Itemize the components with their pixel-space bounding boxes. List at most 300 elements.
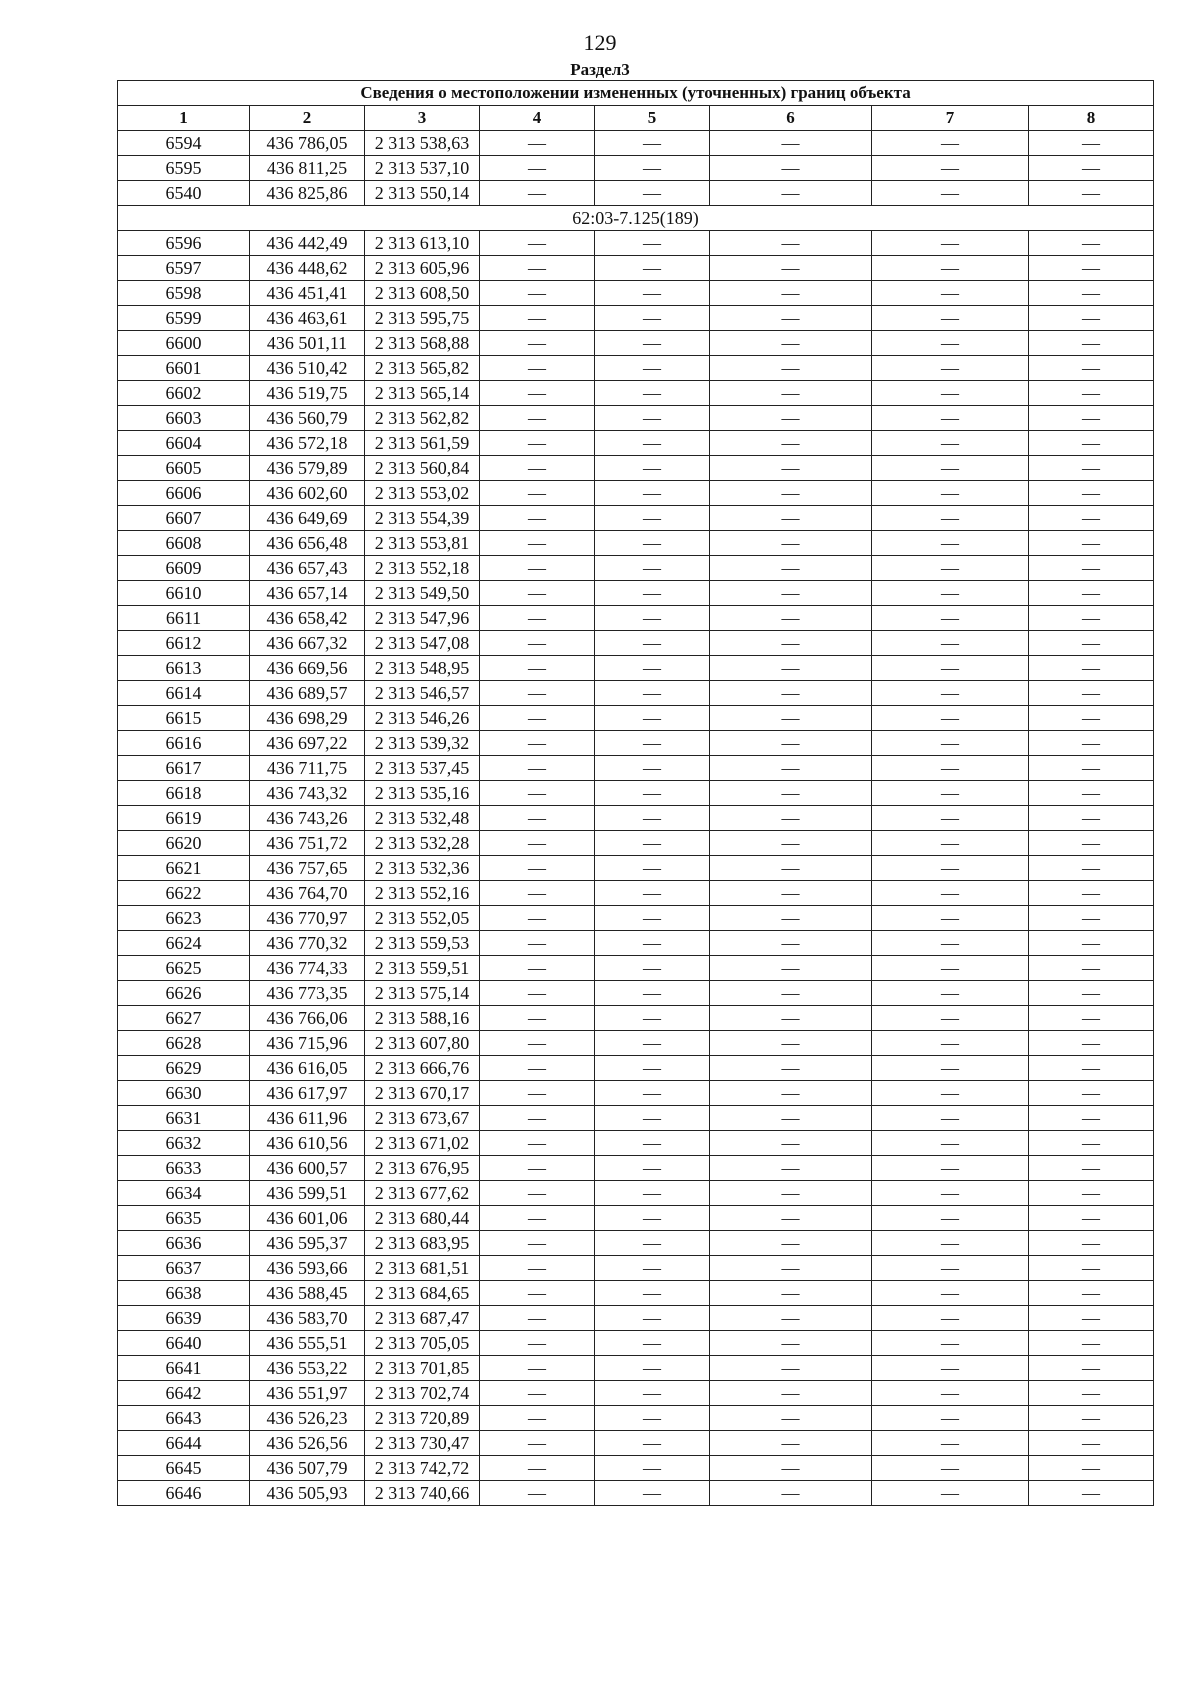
point-number-cell: 6614 [118, 681, 250, 706]
empty-value-dash: — [1029, 981, 1154, 1006]
y-coordinate-cell: 2 313 613,10 [365, 231, 480, 256]
x-coordinate-cell: 436 451,41 [250, 281, 365, 306]
x-coordinate-cell: 436 657,43 [250, 556, 365, 581]
empty-value-dash: — [480, 856, 595, 881]
x-coordinate-cell: 436 751,72 [250, 831, 365, 856]
x-coordinate-cell: 436 501,11 [250, 331, 365, 356]
point-number-cell: 6628 [118, 1031, 250, 1056]
empty-value-dash: — [595, 1056, 710, 1081]
empty-value-dash: — [595, 931, 710, 956]
y-coordinate-cell: 2 313 548,95 [365, 656, 480, 681]
x-coordinate-cell: 436 669,56 [250, 656, 365, 681]
empty-value-dash: — [1029, 1256, 1154, 1281]
empty-value-dash: — [595, 731, 710, 756]
column-header: 8 [1029, 106, 1154, 131]
empty-value-dash: — [1029, 581, 1154, 606]
empty-value-dash: — [872, 131, 1029, 156]
empty-value-dash: — [480, 581, 595, 606]
table-row [118, 831, 1154, 856]
empty-value-dash: — [710, 231, 872, 256]
empty-value-dash: — [1029, 1006, 1154, 1031]
empty-value-dash: — [1029, 131, 1154, 156]
empty-value-dash: — [872, 606, 1029, 631]
empty-value-dash: — [595, 256, 710, 281]
x-coordinate-cell: 436 689,57 [250, 681, 365, 706]
empty-value-dash: — [595, 1006, 710, 1031]
y-coordinate-cell: 2 313 681,51 [365, 1256, 480, 1281]
point-number-cell: 6611 [118, 606, 250, 631]
empty-value-dash: — [480, 1281, 595, 1306]
empty-value-dash: — [595, 906, 710, 931]
y-coordinate-cell: 2 313 561,59 [365, 431, 480, 456]
empty-value-dash: — [872, 1206, 1029, 1231]
y-coordinate-cell: 2 313 547,08 [365, 631, 480, 656]
point-number-cell: 6596 [118, 231, 250, 256]
empty-value-dash: — [872, 256, 1029, 281]
table-row [118, 606, 1154, 631]
empty-value-dash: — [872, 1306, 1029, 1331]
point-number-cell: 6639 [118, 1306, 250, 1331]
table-row [118, 1131, 1154, 1156]
table-row [118, 131, 1154, 156]
y-coordinate-cell: 2 313 607,80 [365, 1031, 480, 1056]
empty-value-dash: — [595, 981, 710, 1006]
empty-value-dash: — [480, 231, 595, 256]
table-row [118, 981, 1154, 1006]
x-coordinate-cell: 436 593,66 [250, 1256, 365, 1281]
empty-value-dash: — [1029, 506, 1154, 531]
point-number-cell: 6629 [118, 1056, 250, 1081]
y-coordinate-cell: 2 313 552,05 [365, 906, 480, 931]
y-coordinate-cell: 2 313 684,65 [365, 1281, 480, 1306]
empty-value-dash: — [872, 931, 1029, 956]
empty-value-dash: — [872, 1056, 1029, 1081]
empty-value-dash: — [480, 256, 595, 281]
y-coordinate-cell: 2 313 565,14 [365, 381, 480, 406]
empty-value-dash: — [872, 1081, 1029, 1106]
empty-value-dash: — [872, 406, 1029, 431]
x-coordinate-cell: 436 588,45 [250, 1281, 365, 1306]
empty-value-dash: — [480, 806, 595, 831]
empty-value-dash: — [1029, 556, 1154, 581]
empty-value-dash: — [480, 1056, 595, 1081]
x-coordinate-cell: 436 579,89 [250, 456, 365, 481]
empty-value-dash: — [872, 156, 1029, 181]
x-coordinate-cell: 436 526,23 [250, 1406, 365, 1431]
point-number-cell: 6615 [118, 706, 250, 731]
empty-value-dash: — [872, 631, 1029, 656]
empty-value-dash: — [1029, 531, 1154, 556]
empty-value-dash: — [595, 1406, 710, 1431]
point-number-cell: 6609 [118, 556, 250, 581]
empty-value-dash: — [595, 1131, 710, 1156]
section-title: Раздел3 [570, 60, 630, 79]
empty-value-dash: — [595, 1331, 710, 1356]
point-number-cell: 6633 [118, 1156, 250, 1181]
empty-value-dash: — [595, 856, 710, 881]
empty-value-dash: — [710, 706, 872, 731]
empty-value-dash: — [595, 1106, 710, 1131]
table-row [118, 1356, 1154, 1381]
empty-value-dash: — [710, 1356, 872, 1381]
x-coordinate-cell: 436 583,70 [250, 1306, 365, 1331]
point-number-cell: 6634 [118, 1181, 250, 1206]
y-coordinate-cell: 2 313 560,84 [365, 456, 480, 481]
empty-value-dash: — [872, 231, 1029, 256]
empty-value-dash: — [595, 1156, 710, 1181]
empty-value-dash: — [595, 231, 710, 256]
x-coordinate-cell: 436 463,61 [250, 306, 365, 331]
column-header-row [118, 106, 1154, 131]
x-coordinate-cell: 436 757,65 [250, 856, 365, 881]
y-coordinate-cell: 2 313 666,76 [365, 1056, 480, 1081]
empty-value-dash: — [1029, 806, 1154, 831]
empty-value-dash: — [710, 581, 872, 606]
empty-value-dash: — [872, 1481, 1029, 1506]
table-row [118, 1031, 1154, 1056]
empty-value-dash: — [480, 1206, 595, 1231]
empty-value-dash: — [872, 706, 1029, 731]
point-number-cell: 6597 [118, 256, 250, 281]
empty-value-dash: — [872, 506, 1029, 531]
table-row [118, 1481, 1154, 1506]
empty-value-dash: — [872, 456, 1029, 481]
table-row [118, 556, 1154, 581]
y-coordinate-cell: 2 313 595,75 [365, 306, 480, 331]
x-coordinate-cell: 436 526,56 [250, 1431, 365, 1456]
empty-value-dash: — [710, 1306, 872, 1331]
y-coordinate-cell: 2 313 701,85 [365, 1356, 480, 1381]
point-number-cell: 6618 [118, 781, 250, 806]
empty-value-dash: — [480, 1406, 595, 1431]
y-coordinate-cell: 2 313 562,82 [365, 406, 480, 431]
empty-value-dash: — [1029, 1031, 1154, 1056]
point-number-cell: 6645 [118, 1456, 250, 1481]
table-row [118, 1056, 1154, 1081]
empty-value-dash: — [595, 131, 710, 156]
y-coordinate-cell: 2 313 549,50 [365, 581, 480, 606]
empty-value-dash: — [1029, 606, 1154, 631]
empty-value-dash: — [480, 681, 595, 706]
empty-value-dash: — [480, 781, 595, 806]
empty-value-dash: — [595, 456, 710, 481]
y-coordinate-cell: 2 313 550,14 [365, 181, 480, 206]
y-coordinate-cell: 2 313 702,74 [365, 1381, 480, 1406]
y-coordinate-cell: 2 313 683,95 [365, 1231, 480, 1256]
table-row [118, 381, 1154, 406]
table-row [118, 1081, 1154, 1106]
empty-value-dash: — [595, 581, 710, 606]
x-coordinate-cell: 436 786,05 [250, 131, 365, 156]
empty-value-dash: — [595, 681, 710, 706]
y-coordinate-cell: 2 313 546,57 [365, 681, 480, 706]
y-coordinate-cell: 2 313 532,48 [365, 806, 480, 831]
x-coordinate-cell: 436 770,32 [250, 931, 365, 956]
point-number-cell: 6617 [118, 756, 250, 781]
table-row [118, 781, 1154, 806]
empty-value-dash: — [710, 1256, 872, 1281]
empty-value-dash: — [1029, 731, 1154, 756]
empty-value-dash: — [1029, 706, 1154, 731]
table-row [118, 631, 1154, 656]
empty-value-dash: — [595, 1431, 710, 1456]
empty-value-dash: — [710, 531, 872, 556]
empty-value-dash: — [1029, 906, 1154, 931]
y-coordinate-cell: 2 313 559,53 [365, 931, 480, 956]
point-number-cell: 6602 [118, 381, 250, 406]
empty-value-dash: — [480, 156, 595, 181]
y-coordinate-cell: 2 313 537,10 [365, 156, 480, 181]
empty-value-dash: — [872, 1031, 1029, 1056]
point-number-cell: 6644 [118, 1431, 250, 1456]
empty-value-dash: — [710, 331, 872, 356]
empty-value-dash: — [1029, 656, 1154, 681]
y-coordinate-cell: 2 313 740,66 [365, 1481, 480, 1506]
empty-value-dash: — [480, 1006, 595, 1031]
empty-value-dash: — [872, 281, 1029, 306]
empty-value-dash: — [1029, 1481, 1154, 1506]
empty-value-dash: — [1029, 1306, 1154, 1331]
empty-value-dash: — [710, 631, 872, 656]
empty-value-dash: — [872, 531, 1029, 556]
x-coordinate-cell: 436 519,75 [250, 381, 365, 406]
y-coordinate-cell: 2 313 742,72 [365, 1456, 480, 1481]
table-row [118, 706, 1154, 731]
x-coordinate-cell: 436 657,14 [250, 581, 365, 606]
table-row [118, 456, 1154, 481]
empty-value-dash: — [480, 406, 595, 431]
x-coordinate-cell: 436 658,42 [250, 606, 365, 631]
empty-value-dash: — [710, 731, 872, 756]
empty-value-dash: — [480, 1356, 595, 1381]
empty-value-dash: — [872, 556, 1029, 581]
table-row [118, 1331, 1154, 1356]
point-number-cell: 6625 [118, 956, 250, 981]
empty-value-dash: — [872, 1256, 1029, 1281]
empty-value-dash: — [480, 606, 595, 631]
empty-value-dash: — [480, 1456, 595, 1481]
x-coordinate-cell: 436 764,70 [250, 881, 365, 906]
empty-value-dash: — [595, 531, 710, 556]
point-number-cell: 6637 [118, 1256, 250, 1281]
empty-value-dash: — [1029, 881, 1154, 906]
empty-value-dash: — [710, 1006, 872, 1031]
table-row [118, 881, 1154, 906]
empty-value-dash: — [710, 1081, 872, 1106]
empty-value-dash: — [710, 356, 872, 381]
empty-value-dash: — [480, 1081, 595, 1106]
point-number-cell: 6643 [118, 1406, 250, 1431]
empty-value-dash: — [480, 881, 595, 906]
empty-value-dash: — [710, 1281, 872, 1306]
column-header: 1 [118, 106, 250, 131]
point-number-cell: 6619 [118, 806, 250, 831]
empty-value-dash: — [595, 606, 710, 631]
empty-value-dash: — [710, 306, 872, 331]
table-row [118, 1156, 1154, 1181]
empty-value-dash: — [710, 1131, 872, 1156]
empty-value-dash: — [595, 1306, 710, 1331]
y-coordinate-cell: 2 313 677,62 [365, 1181, 480, 1206]
empty-value-dash: — [872, 756, 1029, 781]
empty-value-dash: — [1029, 431, 1154, 456]
empty-value-dash: — [710, 931, 872, 956]
empty-value-dash: — [872, 356, 1029, 381]
empty-value-dash: — [480, 1031, 595, 1056]
empty-value-dash: — [710, 1431, 872, 1456]
empty-value-dash: — [595, 1081, 710, 1106]
point-number-cell: 6641 [118, 1356, 250, 1381]
empty-value-dash: — [872, 1381, 1029, 1406]
x-coordinate-cell: 436 560,79 [250, 406, 365, 431]
table-row [118, 481, 1154, 506]
empty-value-dash: — [595, 481, 710, 506]
table-row [118, 1206, 1154, 1231]
empty-value-dash: — [710, 606, 872, 631]
empty-value-dash: — [872, 381, 1029, 406]
table-row [118, 331, 1154, 356]
x-coordinate-cell: 436 811,25 [250, 156, 365, 181]
empty-value-dash: — [480, 656, 595, 681]
empty-value-dash: — [1029, 1356, 1154, 1381]
empty-value-dash: — [595, 356, 710, 381]
x-coordinate-cell: 436 448,62 [250, 256, 365, 281]
empty-value-dash: — [480, 481, 595, 506]
empty-value-dash: — [595, 881, 710, 906]
y-coordinate-cell: 2 313 546,26 [365, 706, 480, 731]
point-number-cell: 6646 [118, 1481, 250, 1506]
table-row [118, 1231, 1154, 1256]
table-row [118, 656, 1154, 681]
empty-value-dash: — [710, 181, 872, 206]
empty-value-dash: — [710, 1331, 872, 1356]
y-coordinate-cell: 2 313 565,82 [365, 356, 480, 381]
empty-value-dash: — [480, 506, 595, 531]
y-coordinate-cell: 2 313 547,96 [365, 606, 480, 631]
empty-value-dash: — [595, 706, 710, 731]
table-row [118, 156, 1154, 181]
table-row [118, 931, 1154, 956]
empty-value-dash: — [1029, 1181, 1154, 1206]
empty-value-dash: — [1029, 481, 1154, 506]
point-number-cell: 6630 [118, 1081, 250, 1106]
empty-value-dash: — [1029, 456, 1154, 481]
empty-value-dash: — [1029, 631, 1154, 656]
empty-value-dash: — [595, 431, 710, 456]
column-header: 4 [480, 106, 595, 131]
empty-value-dash: — [480, 456, 595, 481]
y-coordinate-cell: 2 313 559,51 [365, 956, 480, 981]
empty-value-dash: — [710, 456, 872, 481]
empty-value-dash: — [1029, 831, 1154, 856]
point-number-cell: 6606 [118, 481, 250, 506]
empty-value-dash: — [480, 1156, 595, 1181]
empty-value-dash: — [595, 556, 710, 581]
y-coordinate-cell: 2 313 553,81 [365, 531, 480, 556]
table-row [118, 431, 1154, 456]
y-coordinate-cell: 2 313 554,39 [365, 506, 480, 531]
empty-value-dash: — [480, 306, 595, 331]
group-label: 62:03-7.125(189) [118, 206, 1154, 231]
table-row [118, 1306, 1154, 1331]
x-coordinate-cell: 436 601,06 [250, 1206, 365, 1231]
empty-value-dash: — [872, 581, 1029, 606]
point-number-cell: 6600 [118, 331, 250, 356]
empty-value-dash: — [480, 381, 595, 406]
empty-value-dash: — [872, 1156, 1029, 1181]
point-number-cell: 6598 [118, 281, 250, 306]
y-coordinate-cell: 2 313 687,47 [365, 1306, 480, 1331]
point-number-cell: 6640 [118, 1331, 250, 1356]
empty-value-dash: — [710, 1031, 872, 1056]
empty-value-dash: — [480, 931, 595, 956]
empty-value-dash: — [872, 431, 1029, 456]
empty-value-dash: — [595, 381, 710, 406]
empty-value-dash: — [480, 956, 595, 981]
y-coordinate-cell: 2 313 670,17 [365, 1081, 480, 1106]
empty-value-dash: — [1029, 956, 1154, 981]
y-coordinate-cell: 2 313 538,63 [365, 131, 480, 156]
empty-value-dash: — [1029, 1206, 1154, 1231]
empty-value-dash: — [1029, 756, 1154, 781]
x-coordinate-cell: 436 553,22 [250, 1356, 365, 1381]
empty-value-dash: — [480, 181, 595, 206]
point-number-cell: 6642 [118, 1381, 250, 1406]
empty-value-dash: — [710, 781, 872, 806]
empty-value-dash: — [1029, 1431, 1154, 1456]
empty-value-dash: — [710, 381, 872, 406]
empty-value-dash: — [872, 1106, 1029, 1131]
x-coordinate-cell: 436 510,42 [250, 356, 365, 381]
y-coordinate-cell: 2 313 532,28 [365, 831, 480, 856]
table-row [118, 1381, 1154, 1406]
y-coordinate-cell: 2 313 705,05 [365, 1331, 480, 1356]
empty-value-dash: — [872, 1356, 1029, 1381]
empty-value-dash: — [710, 506, 872, 531]
point-number-cell: 6608 [118, 531, 250, 556]
empty-value-dash: — [710, 881, 872, 906]
table-row [118, 1106, 1154, 1131]
empty-value-dash: — [872, 831, 1029, 856]
point-number-cell: 6613 [118, 656, 250, 681]
empty-value-dash: — [710, 556, 872, 581]
table-row [118, 806, 1154, 831]
empty-value-dash: — [710, 806, 872, 831]
table-caption: Сведения о местоположении измененных (уточненных) границ объекта [118, 81, 1154, 106]
empty-value-dash: — [595, 506, 710, 531]
x-coordinate-cell: 436 697,22 [250, 731, 365, 756]
empty-value-dash: — [872, 1281, 1029, 1306]
empty-value-dash: — [595, 1256, 710, 1281]
empty-value-dash: — [595, 756, 710, 781]
empty-value-dash: — [595, 331, 710, 356]
empty-value-dash: — [710, 1406, 872, 1431]
y-coordinate-cell: 2 313 608,50 [365, 281, 480, 306]
empty-value-dash: — [1029, 1231, 1154, 1256]
table-row [118, 906, 1154, 931]
empty-value-dash: — [480, 631, 595, 656]
empty-value-dash: — [480, 431, 595, 456]
point-number-cell: 6604 [118, 431, 250, 456]
empty-value-dash: — [480, 1181, 595, 1206]
table-row [118, 731, 1154, 756]
empty-value-dash: — [480, 331, 595, 356]
empty-value-dash: — [595, 281, 710, 306]
empty-value-dash: — [710, 1481, 872, 1506]
coordinates-table [117, 80, 1154, 1506]
empty-value-dash: — [872, 656, 1029, 681]
column-header: 3 [365, 106, 480, 131]
